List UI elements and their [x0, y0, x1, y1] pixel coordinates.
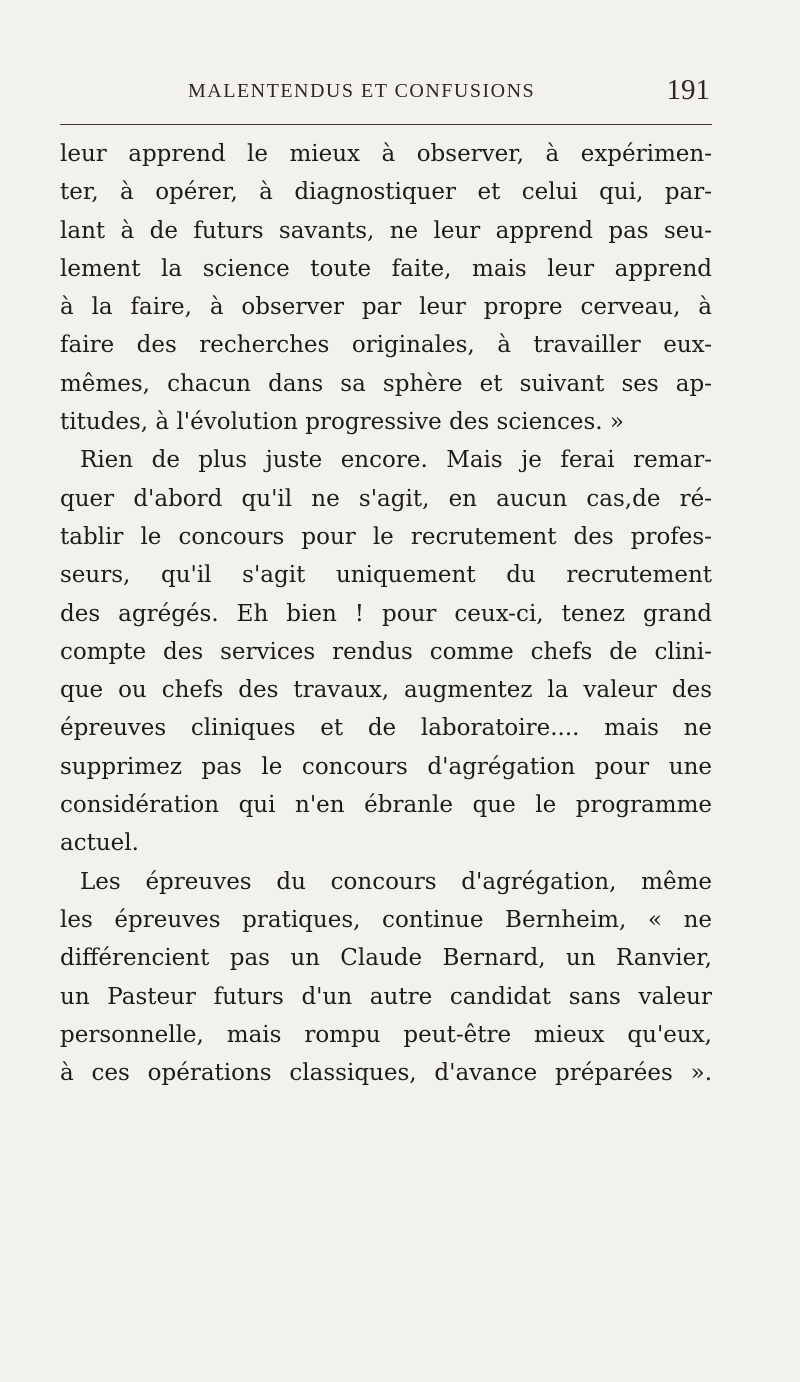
text-line: différencient pas un Claude Bernard, un Ranvier,: [60, 945, 712, 972]
text-line: à la faire, à observer par leur propre cerveau, à: [60, 294, 712, 321]
text-line: considération qui n'en ébranle que le programme: [60, 792, 712, 819]
text-line: actuel.: [60, 830, 139, 857]
body-text: [60, 135, 712, 1092]
paragraph-start-line: Rien de plus juste encore. Mais je ferai remar-: [80, 447, 712, 474]
text-line: des agrégés. Eh bien ! pour ceux-ci, tenez grand: [60, 600, 712, 627]
text-line: compte des services rendus comme chefs de clini-: [60, 638, 712, 665]
text-line: que ou chefs des travaux, augmentez la valeur des: [60, 677, 712, 704]
paragraph-start-line: Les épreuves du concours d'agrégation, même: [80, 868, 712, 895]
text-line: faire des recherches originales, à travailler eux-: [60, 332, 712, 359]
text-line: lement la science toute faite, mais leur apprend: [60, 255, 712, 282]
page-number: 191: [666, 74, 710, 106]
text-line: les épreuves pratiques, continue Bernheim, « ne: [60, 906, 712, 933]
text-line: leur apprend le mieux à observer, à expérimen-: [60, 141, 712, 167]
running-head: [60, 74, 710, 116]
text-line: seurs, qu'il s'agit uniquement du recrutement: [60, 562, 712, 589]
text-line: épreuves cliniques et de laboratoire.... mais ne: [60, 715, 712, 742]
text-line: supprimez pas le concours d'agrégation pour une: [60, 753, 712, 780]
header-rule: [60, 124, 712, 125]
text-line: lant à de futurs savants, ne leur apprend pas seu-: [60, 217, 712, 244]
text-line: titudes, à l'évolution progressive des sciences. »: [60, 409, 624, 436]
text-line: ter, à opérer, à diagnostiquer et celui qui, par-: [60, 179, 712, 206]
text-line: tablir le concours pour le recrutement des profes-: [60, 523, 712, 550]
text-line: un Pasteur futurs d'un autre candidat sans valeur: [60, 983, 712, 1010]
running-head-title: MALENTENDUS ET CONFUSIONS: [188, 80, 536, 102]
text-line: à ces opérations classiques, d'avance préparées ».: [60, 1060, 712, 1087]
text-line: quer d'abord qu'il ne s'agit, en aucun cas,de ré-: [60, 485, 712, 512]
text-line: mêmes, chacun dans sa sphère et suivant ses ap-: [60, 370, 712, 397]
text-line: personnelle, mais rompu peut-être mieux qu'eux,: [60, 1021, 712, 1048]
